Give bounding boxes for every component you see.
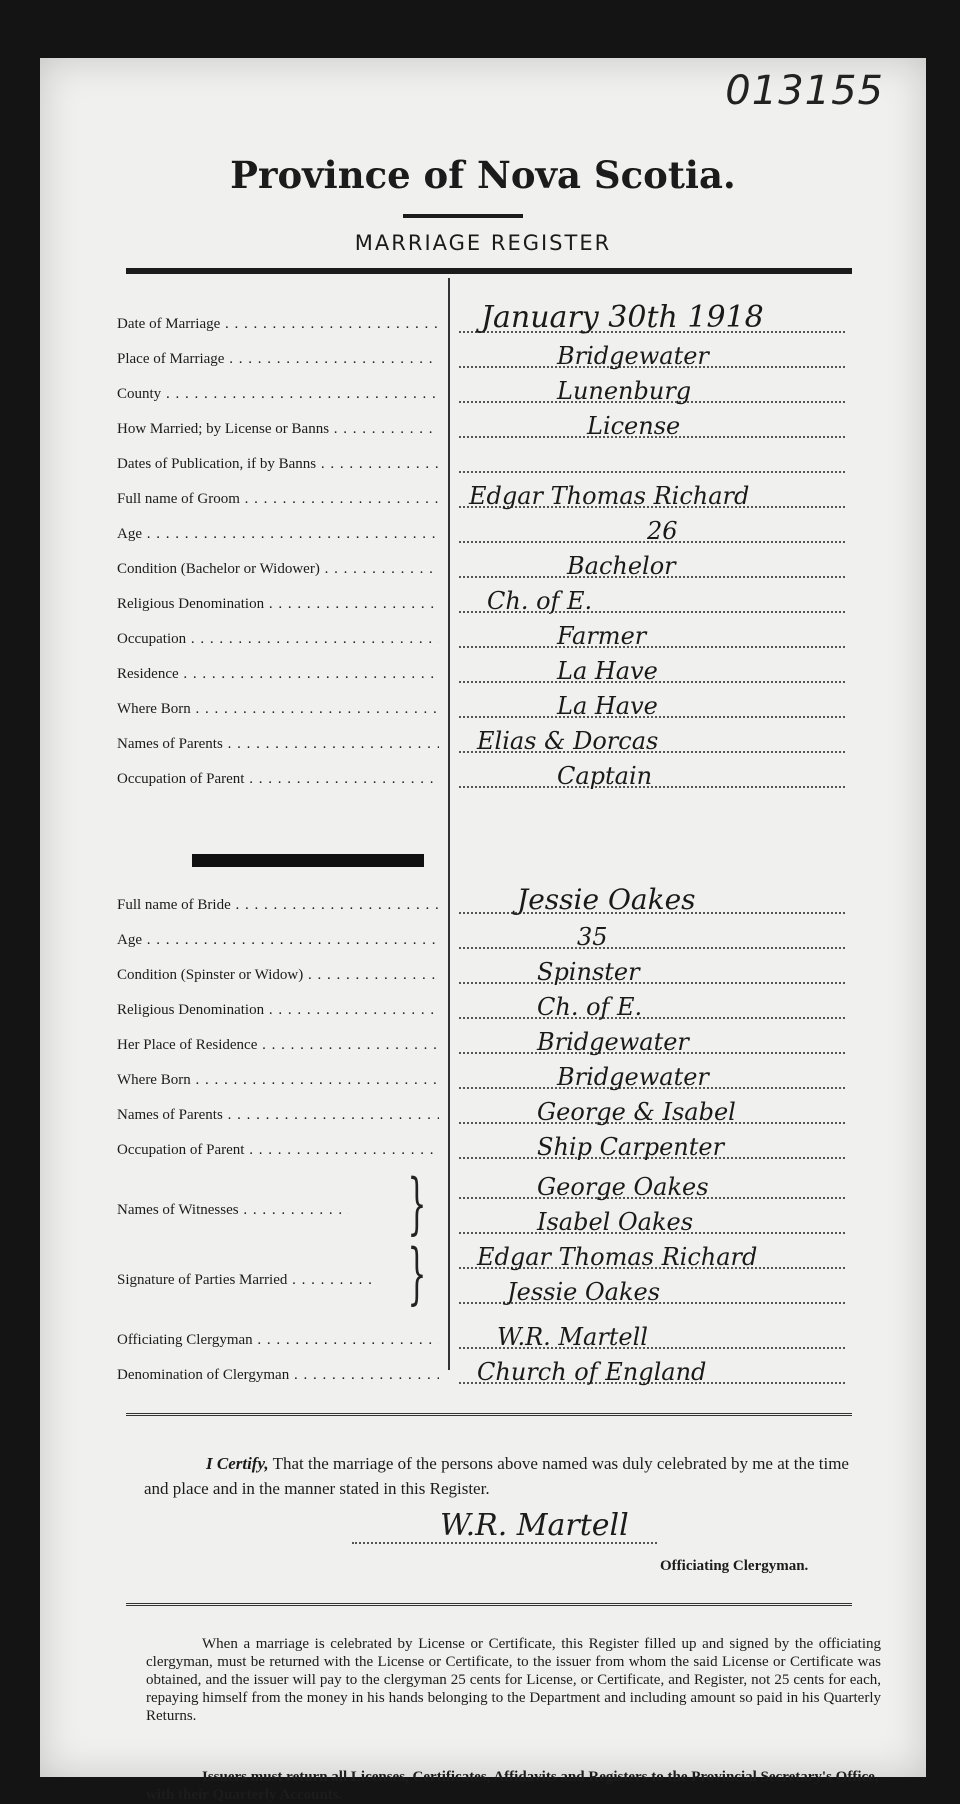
field-value: Elias & Dorcas: [477, 727, 659, 755]
field-value: Lunenburg: [557, 377, 692, 405]
field-value: Ch. of E.: [487, 587, 593, 615]
field-label: Her Place of Residence . . .: [117, 1037, 439, 1057]
field-value: La Have: [557, 657, 658, 685]
field-label: Names of Parents . . .: [117, 1107, 439, 1127]
field-value: Ch. of E.: [537, 993, 643, 1021]
field-label: Full name of Groom . . .: [117, 491, 439, 511]
field-groom-age: [117, 512, 907, 546]
field-label: How Married; by License or Banns . . .: [117, 421, 439, 441]
witnesses-brace: }: [407, 1165, 427, 1242]
field-value: Spinster: [537, 958, 640, 986]
witness-line-1: [117, 1168, 907, 1202]
field-groom-name: [117, 477, 907, 511]
certification-statement: [144, 1451, 864, 1501]
field-groom-occupation: [117, 617, 907, 651]
field-bride-residence: [117, 1023, 907, 1057]
instructions-rule: [126, 1603, 852, 1606]
instructions-paragraph: When a marriage is celebrated by License or Certificate, this Register filled up and signed by the officiating clergyman, must be returned with the License or Certificate, to the issuer from whom the said License or Certificate was obtained, and the issuer will pay to the clergyman 25 cents for License, or Certificate, and Register, not 25 cents for each, repaying himself from the money in his hands belonging to the Department and including amount so paid in his Quarterly Returns.: [146, 1636, 881, 1724]
field-label: Full name of Bride . . .: [117, 897, 439, 917]
field-groom-birthplace: [117, 687, 907, 721]
certify-text: That the marriage of the persons above named was duly celebrated by me at the time and place and in the manner stated in this Register.: [144, 1454, 849, 1498]
field-value: Jessie Oakes: [517, 883, 696, 916]
field-line: [459, 1017, 845, 1019]
field-value: Edgar Thomas Richard: [469, 482, 750, 510]
signature-line-2: [117, 1273, 907, 1307]
field-label: Residence . . .: [117, 666, 439, 686]
field-label: Dates of Publication, if by Banns . . .: [117, 456, 439, 476]
field-bride-condition: [117, 953, 907, 987]
field-value: Bridgewater: [557, 1063, 709, 1091]
field-value: Edgar Thomas Richard: [477, 1243, 758, 1271]
field-county: [117, 372, 907, 406]
field-groom-parent-occupation: [117, 757, 907, 791]
field-value: Bridgewater: [537, 1028, 689, 1056]
field-label: Date of Marriage . . .: [117, 316, 439, 336]
field-dates-of-publication: [117, 442, 907, 476]
field-bride-age: [117, 918, 907, 952]
field-bride-parents: [117, 1093, 907, 1127]
document-title: Province of Nova Scotia.: [230, 153, 736, 197]
field-value: W.R. Martell: [497, 1323, 648, 1351]
field-value: Jessie Oakes: [507, 1278, 661, 1306]
return-notice: Issuers must return all Licenses, Certificates, Affidavits and Registers to the Provincial Secretary's Office, with their Quarterly Accounts.: [146, 1769, 879, 1803]
field-groom-condition: [117, 547, 907, 581]
field-bride-parent-occupation: [117, 1128, 907, 1162]
field-value: Bridgewater: [557, 342, 709, 370]
field-value: 26: [647, 517, 678, 545]
field-line: [459, 982, 845, 984]
field-bride-name: [117, 883, 907, 917]
field-label: Occupation of Parent . . .: [117, 1142, 439, 1162]
field-value: 35: [577, 923, 608, 951]
field-place-of-marriage: [117, 337, 907, 371]
certify-lead: I Certify,: [206, 1454, 269, 1473]
field-label: Age . . .: [117, 526, 439, 546]
field-value: George & Isabel: [537, 1098, 736, 1126]
field-label: Where Born . . .: [117, 1072, 439, 1092]
field-value: George Oakes: [537, 1173, 709, 1201]
field-label: Names of Witnesses . . .: [117, 1202, 349, 1222]
field-officiating-clergyman: [117, 1318, 907, 1352]
field-value: Bachelor: [567, 552, 676, 580]
field-label: Officiating Clergyman . . .: [117, 1332, 439, 1352]
document-subtitle: MARRIAGE REGISTER: [354, 231, 612, 255]
field-groom-parents: [117, 722, 907, 756]
field-value: Ship Carpenter: [537, 1133, 725, 1161]
section-divider-bar: [192, 854, 424, 867]
field-value: Farmer: [557, 622, 647, 650]
field-value: January 30th 1918: [481, 300, 764, 335]
header-rule: [126, 268, 852, 274]
reference-number: 013155: [725, 68, 884, 114]
witness-line-2: [117, 1203, 907, 1237]
field-label: Denomination of Clergyman . . .: [117, 1367, 439, 1387]
clergyman-signature: W.R. Martell: [440, 1508, 629, 1543]
field-label: Names of Parents . . .: [117, 736, 439, 756]
field-value: Captain: [557, 762, 653, 790]
certification-rule: [126, 1413, 852, 1416]
title-underline: [403, 214, 523, 218]
field-clergyman-denomination: [117, 1353, 907, 1387]
signature-caption: Officiating Clergyman.: [660, 1558, 809, 1574]
signature-line-1: [117, 1238, 907, 1272]
field-line: [459, 646, 845, 648]
field-value: La Have: [557, 692, 658, 720]
field-how-married: [117, 407, 907, 441]
field-bride-birthplace: [117, 1058, 907, 1092]
field-label: Religious Denomination . . .: [117, 1002, 439, 1022]
field-label: Religious Denomination . . .: [117, 596, 439, 616]
field-value: Isabel Oakes: [537, 1208, 694, 1236]
field-groom-residence: [117, 652, 907, 686]
field-label: Place of Marriage . . .: [117, 351, 439, 371]
field-label: Condition (Spinster or Widow) . . .: [117, 967, 439, 987]
field-label: Occupation . . .: [117, 631, 439, 651]
field-bride-religion: [117, 988, 907, 1022]
field-value: License: [587, 412, 681, 440]
field-label: Signature of Parties Married . . .: [117, 1272, 377, 1292]
register-sheet: [40, 58, 926, 1803]
field-line: [459, 947, 845, 949]
field-label: Age . . .: [117, 932, 439, 952]
field-label: Condition (Bachelor or Widower) . . .: [117, 561, 439, 581]
field-date-of-marriage: [117, 302, 907, 336]
field-label: County . . .: [117, 386, 439, 406]
field-value: Church of England: [477, 1358, 707, 1386]
field-label: Occupation of Parent . . .: [117, 771, 439, 791]
signatures-brace: }: [407, 1235, 427, 1312]
field-label: Where Born . . .: [117, 701, 439, 721]
field-line: [459, 471, 845, 473]
field-groom-religion: [117, 582, 907, 616]
